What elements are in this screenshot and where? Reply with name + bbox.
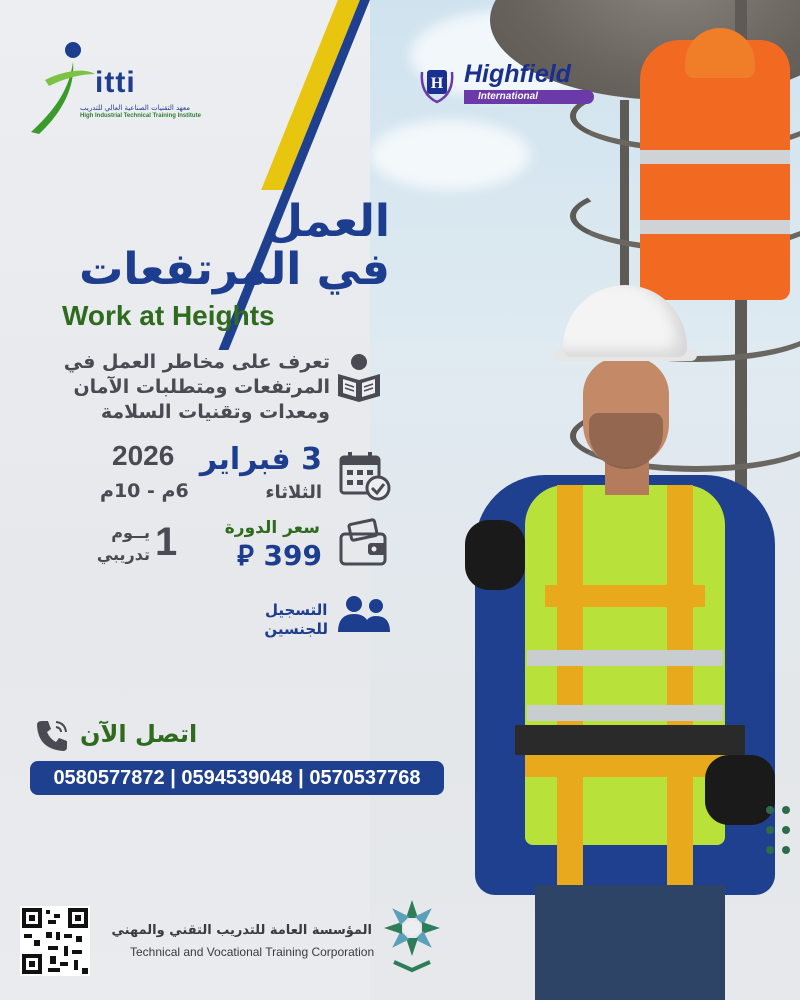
highfield-tag: International	[478, 91, 539, 102]
svg-text:H: H	[430, 75, 444, 92]
duration-number: 1	[155, 520, 178, 564]
title-arabic-line2: في المرتفعات	[79, 244, 390, 295]
phone-icon	[34, 718, 70, 754]
call-now-label: اتصل الآن	[80, 720, 198, 748]
navy-stripe	[218, 0, 382, 350]
phone-numbers[interactable]: 0580577872 | 0594539048 | 0570537768	[30, 761, 444, 795]
title-arabic-line1: العمل	[264, 196, 390, 247]
wallet-money-icon	[338, 518, 390, 568]
users-icon	[336, 594, 392, 634]
calendar-check-icon	[338, 450, 392, 502]
duration-unit: يــوم تدريبي	[96, 523, 150, 564]
itti-arabic-name: معهد التقنيات الصناعية العالي للتدريب	[80, 104, 191, 112]
course-description: تعرف على مخاطر العمل في المرتفعات ومتطلبات الآمان ومعدات وتقنيات السلامة	[63, 351, 330, 423]
course-time: 6م - 10م	[100, 480, 189, 502]
price-value: 399 ⃁	[237, 539, 322, 572]
course-date: 3 فبراير	[199, 442, 322, 477]
itti-name: itti	[95, 66, 136, 99]
price-label: سعر الدورة	[224, 518, 320, 538]
decorative-dots	[760, 800, 800, 870]
worker-figure	[465, 285, 785, 1000]
worker-photo	[370, 0, 800, 1000]
highfield-logo	[418, 60, 588, 110]
course-year: 2026	[112, 440, 175, 471]
title-english: Work at Heights	[62, 300, 275, 331]
tvtc-arabic-name: المؤسسة العامة للتدريب التقني والمهني	[111, 923, 372, 938]
registration-note: التسجيل للجنسين	[264, 601, 328, 638]
itti-english-name: High Industrial Technical Training Institute	[80, 113, 201, 119]
course-day: الثلاثاء	[265, 482, 322, 503]
tvtc-english-name: Technical and Vocational Training Corporation	[130, 945, 375, 959]
tvtc-logo	[378, 896, 446, 974]
qr-code[interactable]	[20, 906, 90, 976]
book-reader-icon	[334, 352, 384, 402]
highfield-name: Highfield	[464, 60, 571, 88]
